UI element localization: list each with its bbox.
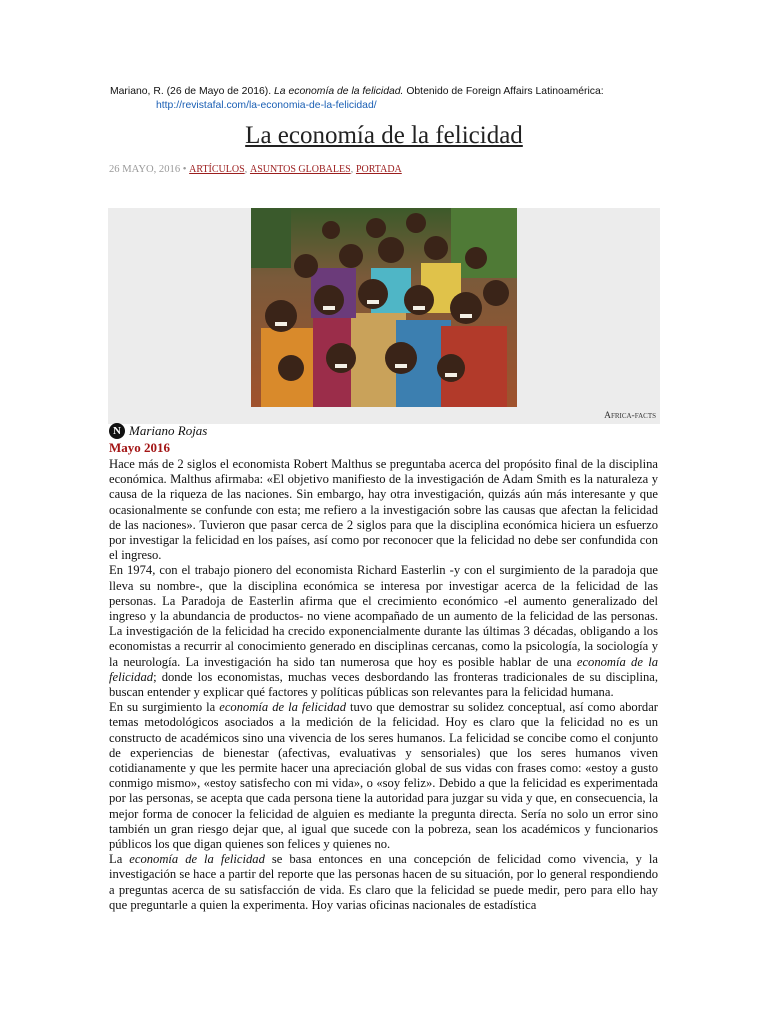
article-photo <box>251 208 517 407</box>
text-run: En su surgimiento la <box>109 700 220 715</box>
meta-bullet: • <box>182 164 187 175</box>
article-image-container <box>108 208 660 424</box>
text-run: tuvo que demostrar su solidez conceptual, así como abordar temas metodológicos asociados a la medición de la felicidad. Hoy es claro que la felicidad no es un constructo de académicos sino una vivencia de los seres humanos. La felicidad se concibe como el conjunto de experiencias de bienestar (afectivas, evaluativas y sensoriales) que los seres humanos viven cotidianamente y que les permite hacer una apreciación global de sus vidas con frases como: «estoy a gusto conmigo mismo», «estoy satisfecho con mi vida», o «soy feliz». Debido a que la felicidad es experimentada por las personas, se acepta que cada persona tiene la autoridad para juzgar su vida y que, en consecuencia, la mejor forma de conocer la felicidad de alguien es mediante la pregunta directa. Sería no solo un error sino también un gran riesgo dejar que, al igual que sucede con la pobreza, sean los académicos y funcionarios públicos los que digan quienes son felices y quienes no. <box>109 700 658 852</box>
citation-tail: Obtenido de Foreign Affairs Latinoamérica: <box>403 86 604 97</box>
italic-phrase: economía de la felicidad <box>219 700 346 715</box>
article-body <box>109 457 658 913</box>
article-date: 26 MAYO, 2016 <box>109 164 181 175</box>
tag-link-asuntos-globales[interactable]: ASUNTOS GLOBALES <box>249 164 351 175</box>
italic-phrase: economía de la felicidad <box>109 654 658 684</box>
tag-link-articulos[interactable]: ARTÍCULOS <box>189 164 245 175</box>
citation-lead: Mariano, R. (26 de Mayo de 2016). <box>110 86 275 97</box>
author-line <box>109 423 207 439</box>
children-photo-illustration <box>251 208 517 407</box>
citation <box>110 85 670 113</box>
text-run: La <box>109 852 130 867</box>
article-month: Mayo 2016 <box>109 440 171 455</box>
text-run: se basa entonces en una concepción de felicidad como vivencia, y la investigación se hace a partir del reporte que las personas hacen de su situación, por lo general respondiendo a preguntas acerca de su satisfacción de vida. Es claro que la felicidad se puede medir, pero para ello hay que preguntarle a quien la experimenta. Hoy varias oficinas nacionales de estadística <box>109 852 659 912</box>
paragraph <box>109 457 658 563</box>
paragraph <box>109 563 658 700</box>
text-run: Hace más de 2 siglos el economista Robert Malthus se preguntaba acerca del propósito final de la disciplina económica. Malthus afirmaba: «El objetivo manifiesto de la investigación de Adam Smith es la naturaleza y causa de la riqueza de las naciones. Sin embargo, hay otra investigación, quizás aún más interesante y que ocasionalmente se confunde con esta; me refiero a la investigación sobre las causas que afectan la felicidad de las naciones». Tuvieron que pasar cerca de 2 siglos para que la disciplina económica hiciera un esfuerzo por investigar la felicidad en los países, así como por reconocer que la felicidad no debe ser confundida con el ingreso. <box>109 457 658 563</box>
article-meta: 26 MAYO, 2016 • ARTÍCULOS, ASUNTOS GLOBALES, PORTADA <box>109 164 402 175</box>
tag-link-portada[interactable]: PORTADA <box>355 164 402 175</box>
author-name: Mariano Rojas <box>129 423 208 438</box>
author-logo-icon: N <box>109 423 125 439</box>
article-title: La economía de la felicidad <box>245 122 523 149</box>
text-run: ; donde los economistas, muchas veces desbordando las fronteras tradicionales de su disciplina, buscan entender y explicar qué factores y políticas públicas son relevantes para la felicidad humana. <box>109 669 658 700</box>
citation-title: La economía de la felicidad. <box>274 86 404 97</box>
paragraph <box>109 852 658 913</box>
image-caption: Africa-facts <box>604 411 656 421</box>
italic-phrase: economía de la felicidad <box>129 852 265 867</box>
text-run: En 1974, con el trabajo pionero del economista Richard Easterlin -y con el surgimiento de la paradoja que lleva su nombre-, que la disciplina económica se interesa por investigar acerca de la felicidad de las personas. La Paradoja de Easterlin afirma que el crecimiento económico -el aumento generalizado del ingreso y la abundancia de productos- no viene acompañado de un aumento de la felicidad de las personas. La investigación de la felicidad ha crecido exponencialmente durante las últimas 3 décadas, obligando a los economistas a recurrir al conocimiento generado en disciplinas cercanas, como la psicología, la sociología y la neurología. La investigación ha sido tan numerosa que hoy es posible hablar de una <box>109 563 658 669</box>
paragraph <box>109 700 658 852</box>
citation-url[interactable]: http://revistafal.com/la-economia-de-la-felicidad/ <box>156 100 377 111</box>
